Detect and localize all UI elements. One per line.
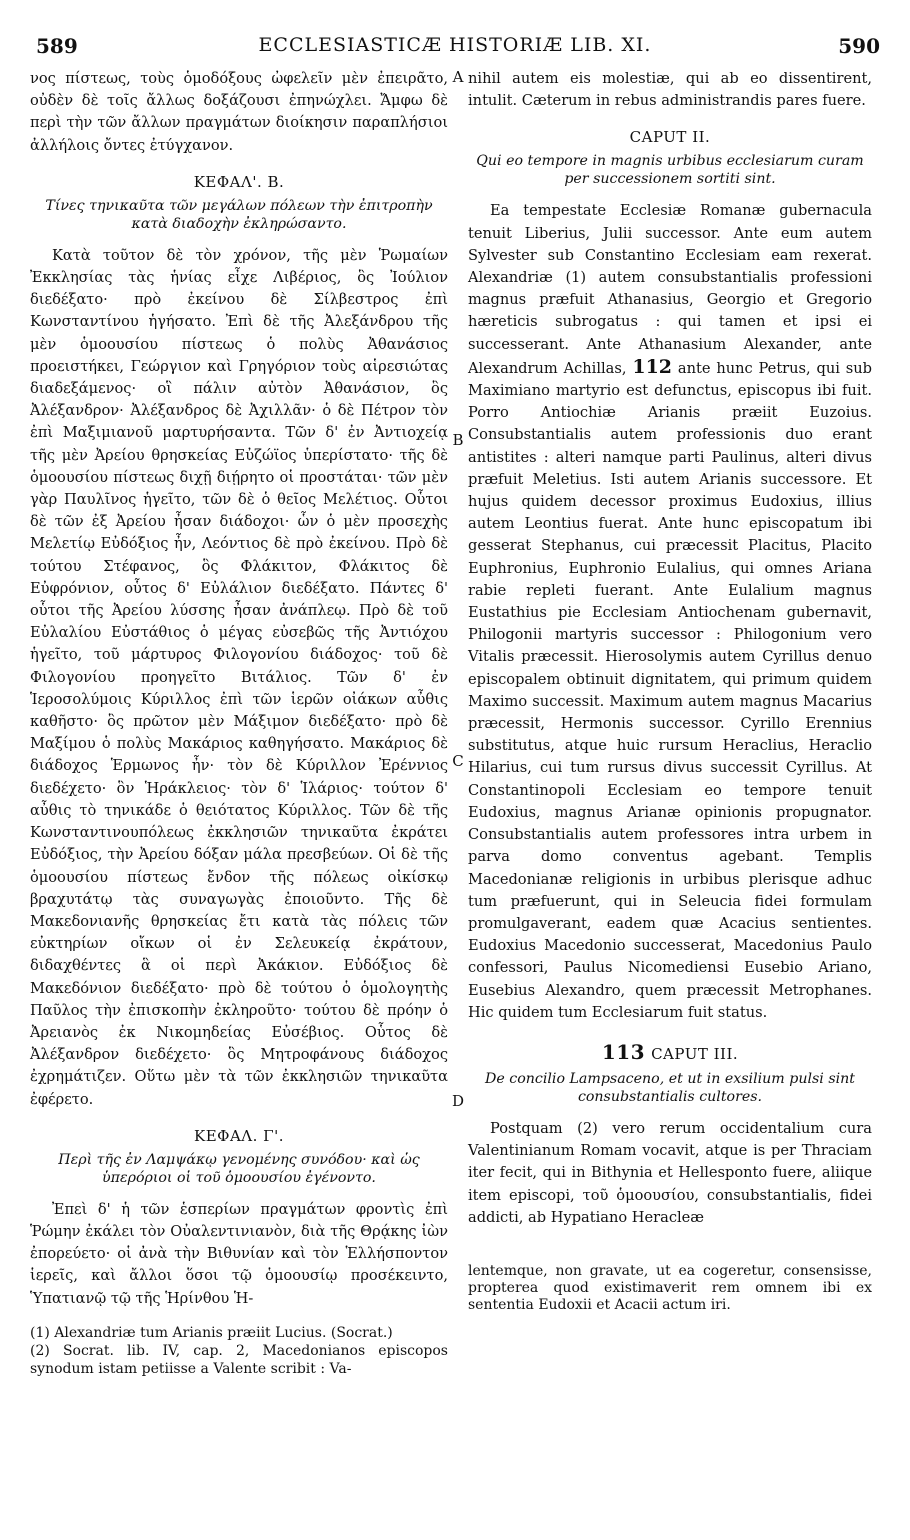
- greek-chapter2-subtitle: Τίνες τηνικαῦτα τῶν μεγάλων πόλεων τὴν ἐπιτροπὴν κατὰ διαδοχὴν ἐκληρώσαντο.: [45, 197, 433, 232]
- latin-chapter3-text: Postquam (2) vero rerum occidentalium cura Valentinianum Romam vocavit, atque is per Thraciam iter fecit, qui in Bithynia et Hellesponto fuere, aliique item episcopi, τοῦ ὁμοουσίου, consubstantialis, fidei addicti, ab Hypatiano Heracleæ: [468, 1119, 872, 1226]
- page-number-right: 590: [838, 34, 880, 58]
- latin-chapter2-heading: CAPUT II.: [629, 128, 711, 147]
- footnote-1: (1) Alexandriæ tum Arianis præiit Lucius. (Socrat.): [30, 1324, 393, 1341]
- margin-letter-d: D: [451, 1092, 465, 1110]
- latin-column: [468, 68, 872, 1328]
- margin-letter-c: C: [452, 752, 464, 770]
- greek-intro: νος πίστεως, τοὺς ὁμοδόξους ὠφελεῖν μὲν ἐπειρᾶτο, οὐδὲν δὲ τοῖς ἄλλως δοξάζουσι ἐπηνώχλει. Ἄμφω δὲ περὶ τὴν τῶν ἄλλων πραγμάτων διοίκησιν παραπλήσιοι ἀλλήλοις ὄντες ἐτύγχανον.: [30, 70, 448, 154]
- latin-chapter3-heading-text: CAPUT III.: [651, 1044, 739, 1063]
- page-number-left: 589: [36, 34, 78, 58]
- running-header: [30, 34, 880, 64]
- greek-column: [30, 68, 448, 1378]
- latin-intro: nihil autem eis molestiæ, qui ab eo dissentirent, intulit. Cæterum in rebus administrandis pares fuere.: [468, 70, 872, 110]
- margin-letter-b: B: [452, 431, 464, 449]
- latin-chapter3-heading: [468, 1040, 872, 1064]
- running-title: ECCLESIASTICÆ HISTORIÆ LIB. XI.: [258, 34, 652, 56]
- latin-chapter3-subtitle: De concilio Lampsaceno, et ut in exsilium pulsi sint consubstantialis cultores.: [485, 1070, 855, 1105]
- latin-chapter2-text-b: ante hunc Petrus, qui sub Maximiano martyrio est defunctus, episcopus ibi fuit. Porro Antiochiæ Arianis præiit Euzoius. Consubstantialis autem professionis duo erant antistites : alteri namque parti Paulinus, alteri divus præfuit Meletius. Isti autem Arianis successore. Et hujus quidem decessor proximus Eudoxius, illius autem Leontius fuerat. Ante hunc episcopatum ibi gesserat Stephanus, cui præcessit Placitus, Placito Euphronius, Euphronio Eulalius, qui omnes Ariana rabie repleti fuerant. Ante Eulalium magnus Eustathius pie Ecclesiam Antiochenam gubernavit, Philogonii martyris successor : Philogonium vero Vitalis præcessit. Hierosolymis autem Cyrillus denuo episcopalem obtinuit dignitatem, qui primum quidem Maximo successit. Maximum autem magnus Macarius præcessit, Hermonis successor. Cyrillo Erennius substitutus, atque huic rursum Heraclius, Heraclio Hilarius, cui tum rursus divus successit Cyrillus. At Constantinopoli Ecclesiam eo tempore tenuit Eudoxius, magnus Arianæ opinionis propugnator. Consubstantialis autem professores intra urbem in parva domo conventus agebant. Templis Macedonianæ religionis in urbibus plerisque adhuc tum præfuerunt, qui in Seleucia fidei formulam promulgaverant, eadem quæ Acacius sentientes. Eudoxius Macedonio successerat, Macedonius Paulo confessori, Paulus Nicomediensi Eusebio Ariano, Eusebius Alexandro, quem præcessit Metrophanes. Hic quidem tum Ecclesiarum fuit status.: [468, 359, 873, 1021]
- margin-letter-a: A: [452, 68, 464, 86]
- footnote-continuation: lentemque, non gravate, ut ea cogeretur, consensisse, propterea quod existimaverit rem omnem ibi ex sententia Eudoxii et Acacii actum iri.: [468, 1262, 872, 1313]
- greek-chapter2-heading: ΚΕΦΑΛ'. Β.: [193, 172, 285, 191]
- latin-chapter2-text-a: Ea tempestate Ecclesiæ Romanæ gubernacula tenuit Liberius, Julii successor. Ante eum autem Sylvester sub Constantino Ecclesiam eam rexerat. Alexandriæ (1) autem consubstantialis professioni magnus præfuit Athanasius, Georgio et Gregorio hæreticis subrogatus : qui tamen et ipsi ei successerant. Ante Athanasium Alexander, ante Alexandrum Achillas,: [468, 202, 872, 377]
- greek-chapter2-text: Κατὰ τοῦτον δὲ τὸν χρόνον, τῆς μὲν Ῥωμαίων Ἐκκλησίας τὰς ἡνίας εἶχε Λιβέριος, ὃς Ἰούλιον διεδέξατο· πρὸ ἐκείνου δὲ Σίλβεστρος ἐπὶ Κωνσταντίνου ἡγήσατο. Ἐπὶ δὲ τῆς Ἀλεξάνδρου τῆς μὲν ὁμοουσίου πίστεως ὁ πολὺς Ἀθανάσιος προειστήκει, Γεώργιον καὶ Γρηγόριον τοὺς αἱρεσιώτας διαδεξάμενος· οἳ πάλιν αὐτὸν Ἀθανάσιον, ὃς Ἀλέξανδρον· Ἀλέξανδρος δὲ Ἀχιλλᾶν· ὁ δὲ Πέτρον τὸν ἐπὶ Μαξιμιανοῦ μαρτυρήσαντα. Τῶν δ' ἐν Ἀντιοχείᾳ τῆς μὲν Ἀρείου θρησκείας Εὐζώϊος ὑπερίστατο· τῆς δὲ ὁμοουσίου πίστεως διχῇ διῄρητο οἱ προστάται· τῶν μὲν γὰρ Παυλῖνος ἡγεῖτο, τῶν δὲ ὁ θεῖος Μελέτιος. Οὗτοι δὲ τῶν ἐξ Ἀρείου ἦσαν διάδοχοι· ὧν ὁ μὲν προσεχὴς Μελετίῳ Εὐδόξιος ἦν, Λεόντιος δὲ πρὸ ἐκείνου. Πρὸ δὲ τούτου Στέφανος, ὃς Φλάκιτον, Φλάκιτος δὲ Εὐφρόνιον, οὗτος δ' Εὐλάλιον διεδέξατο. Πάντες δ' οὗτοι τῆς Ἀρείου λύσσης ἦσαν ἀνάπλεῳ. Πρὸ δὲ τοῦ Εὐλαλίου Εὐστάθιος ὁ μέγας εὐσεβῶς τῆς Ἀντιόχου ἡγεῖτο, τοῦ μάρτυρος Φιλογονίου διάδοχος· τοῦ δὲ Φιλογονίου προηγεῖτο Βιτάλιος. Τῶν δ' ἐν Ἱεροσολύμοις Κύριλλος ἐπὶ τῶν ἱερῶν οἰάκων αὖθις καθῆστο· ὃς πρῶτον μὲν Μάξιμον διεδέξατο· πρὸ δὲ Μαξίμου ὁ πολὺς Μακάριος καθηγήσατο. Μακάριος δὲ διάδοχος Ἑρμωνος ἦν· τὸν δὲ Κύριλλον Ἐρέννιος διεδέχετο· ὃν Ἡράκλειος· τὸν δ' Ἱλάριος· τούτον δ' αὖθις τὸ τηνικάδε ὁ θειότατος Κύριλλος. Τῶν δὲ τῆς Κωνσταντινουπόλεως ἐκκλησιῶν τηνικαῦτα ἐκράτει Εὐδόξιος, τὴν Ἀρείου δόξαν μάλα πρεσβεύων. Οἱ δὲ τῆς ὁμοουσίου πίστεως ἔνδον τῆς πόλεως οἰκίσκῳ βραχυτάτῳ τὰς συναγωγὰς ἐποιοῦντο. Τῆς δὲ Μακεδονιανῆς θρησκείας ἔτι κατὰ τὰς πόλεις τῶν εὐκτηρίων οἴκων οἱ ἐν Σελευκείᾳ ἐκράτουν, διδαχθέντες ἃ οἱ περὶ Ἀκάκιον. Εὐδόξιος δὲ Μακεδόνιον διεδέξατο· πρὸ δὲ τούτου ὁ ὁμολογητὴς Παῦλος τὴν ἐπισκοπὴν ἐκληροῦτο· τούτου δὲ πρόην ὁ Ἀρειανὸς ἐκ Νικομηδείας Εὐσέβιος. Οὗτος δὲ Ἀλέξανδρον διεδέχετο· ὃς Μητροφάνους διάδοχος ἐχρημάτιζεν. Οὕτω μὲν τὰ τῶν ἐκκλησιῶν τηνικαῦτα ἐφέρετο.: [30, 246, 448, 1108]
- column-number-113: 113: [601, 1039, 646, 1064]
- column-number-112: 112: [632, 355, 673, 378]
- greek-chapter3-subtitle: Περὶ τῆς ἐν Λαμψάκῳ γενομένης συνόδου· καὶ ὡς ὑπερόριοι οἱ τοῦ ὁμοουσίου ἐγένοντο.: [58, 1151, 420, 1186]
- greek-chapter3-heading: ΚΕΦΑΛ. Γ'.: [194, 1126, 284, 1145]
- footnote-2: (2) Socrat. lib. IV, cap. 2, Macedonianos episcopos synodum istam petiisse a Valente scribit : Va-: [30, 1342, 448, 1377]
- latin-chapter2-subtitle: Qui eo tempore in magnis urbibus ecclesiarum curam per successionem sortiti sint.: [476, 153, 864, 188]
- latin-chapter2-text: [468, 200, 872, 1024]
- greek-chapter3-text: Ἐπεὶ δ' ἡ τῶν ἑσπερίων πραγμάτων φροντὶς ἐπὶ Ῥώμην ἐκάλει τὸν Οὐαλεντινιανὸν, διὰ τῆς Θρᾴκης ἰὼν ἐπορεύετο· οἱ ἀνὰ τὴν Βιθυνίαν καὶ τὸν Ἑλλήσποντον ἱερεῖς, καὶ ἄλλοι ὅσοι τῷ ὁμοουσίῳ προσέκειντο, Ὑπατιανῷ τῷ τῆς Ἡρίνθου Ἡ-: [30, 1200, 448, 1307]
